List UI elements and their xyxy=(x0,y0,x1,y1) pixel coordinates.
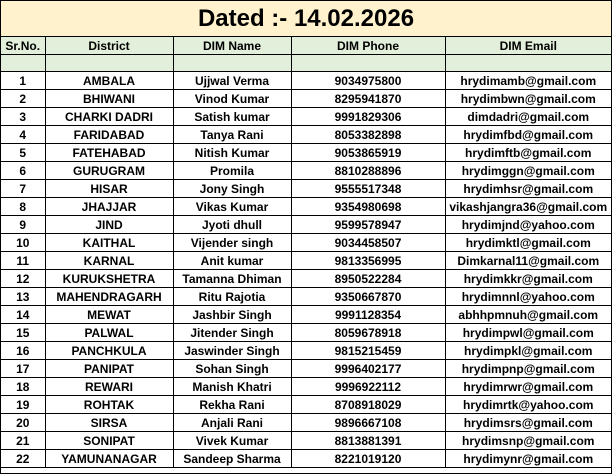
sr-no-cell: 11 xyxy=(1,252,45,270)
sr-no-cell: 15 xyxy=(1,324,45,342)
table-row xyxy=(1,432,611,450)
dim-name-cell: Tanya Rani xyxy=(173,126,291,144)
sr-no-cell: 7 xyxy=(1,180,45,198)
district-cell: KARNAL xyxy=(45,252,173,270)
header-dim-name: DIM Name xyxy=(173,37,291,55)
dim-name-cell: Sandeep Sharma xyxy=(173,450,291,468)
dim-name-cell: Jaswinder Singh xyxy=(173,342,291,360)
table-row xyxy=(1,414,611,432)
header-spacer-row xyxy=(1,55,611,72)
dim-email-cell[interactable]: hrydimsrs@gmail.com xyxy=(445,414,611,432)
table-row xyxy=(1,324,611,342)
dim-phone-cell: 8708918029 xyxy=(291,396,445,414)
district-cell: REWARI xyxy=(45,378,173,396)
dim-name-cell: Sohan Singh xyxy=(173,360,291,378)
dim-phone-cell: 9350667870 xyxy=(291,288,445,306)
table-row xyxy=(1,198,611,216)
dim-phone-cell: 8059678918 xyxy=(291,324,445,342)
dim-name-cell: Satish kumar xyxy=(173,108,291,126)
sr-no-cell: 8 xyxy=(1,198,45,216)
dim-email-cell[interactable]: hrydimjnd@yahoo.com xyxy=(445,216,611,234)
dim-email-cell[interactable]: hrydimrwr@gmail.com xyxy=(445,378,611,396)
dim-phone-cell: 9599578947 xyxy=(291,216,445,234)
table-row xyxy=(1,252,611,270)
dim-name-cell: Ritu Rajotia xyxy=(173,288,291,306)
table-row xyxy=(1,270,611,288)
dim-name-cell: Tamanna Dhiman xyxy=(173,270,291,288)
dim-phone-cell: 8221019120 xyxy=(291,450,445,468)
table-row xyxy=(1,108,611,126)
dim-email-cell[interactable]: hrydimrtk@yahoo.com xyxy=(445,396,611,414)
dim-name-cell: Manish Khatri xyxy=(173,378,291,396)
dim-email-cell[interactable]: hrydimftb@gmail.com xyxy=(445,144,611,162)
sr-no-cell: 5 xyxy=(1,144,45,162)
dim-phone-cell: 9896667108 xyxy=(291,414,445,432)
dim-email-cell[interactable]: hrydimnnl@yahoo.com xyxy=(445,288,611,306)
dim-phone-cell: 9996402177 xyxy=(291,360,445,378)
district-cell: KAITHAL xyxy=(45,234,173,252)
district-cell: JHAJJAR xyxy=(45,198,173,216)
dim-name-cell: Jashbir Singh xyxy=(173,306,291,324)
dim-email-cell[interactable]: hrydimynr@gmail.com xyxy=(445,450,611,468)
dim-name-cell: Vinod Kumar xyxy=(173,90,291,108)
dim-phone-cell: 8810288896 xyxy=(291,162,445,180)
dim-email-cell[interactable]: abhhpmnuh@gmail.com xyxy=(445,306,611,324)
dim-phone-cell: 9053865919 xyxy=(291,144,445,162)
sr-no-cell: 3 xyxy=(1,108,45,126)
dim-name-cell: Promila xyxy=(173,162,291,180)
district-cell: PALWAL xyxy=(45,324,173,342)
dim-name-cell: Nitish Kumar xyxy=(173,144,291,162)
dim-email-cell[interactable]: hrydimbwn@gmail.com xyxy=(445,90,611,108)
dim-phone-cell: 9996922112 xyxy=(291,378,445,396)
table-row xyxy=(1,288,611,306)
table-row xyxy=(1,144,611,162)
sr-no-cell: 18 xyxy=(1,378,45,396)
sr-no-cell: 20 xyxy=(1,414,45,432)
dim-email-cell[interactable]: hrydimsnp@gmail.com xyxy=(445,432,611,450)
dim-name-cell: Anit kumar xyxy=(173,252,291,270)
dim-email-cell[interactable]: hrydimamb@gmail.com xyxy=(445,72,611,90)
table-row xyxy=(1,72,611,90)
dim-name-cell: Anjali Rani xyxy=(173,414,291,432)
header-sr-no: Sr.No. xyxy=(1,37,45,55)
dim-email-cell[interactable]: hrydimpnp@gmail.com xyxy=(445,360,611,378)
spacer-cell xyxy=(173,55,291,72)
sr-no-cell: 1 xyxy=(1,72,45,90)
dim-email-cell[interactable]: hrydimfbd@gmail.com xyxy=(445,126,611,144)
table-row xyxy=(1,360,611,378)
table-row xyxy=(1,234,611,252)
table-row xyxy=(1,450,611,468)
header-row xyxy=(1,37,611,55)
district-cell: JIND xyxy=(45,216,173,234)
district-cell: FARIDABAD xyxy=(45,126,173,144)
spacer-cell xyxy=(291,55,445,72)
dim-email-cell[interactable]: Dimkarnal11@gmail.com xyxy=(445,252,611,270)
district-cell: PANCHKULA xyxy=(45,342,173,360)
sr-no-cell: 9 xyxy=(1,216,45,234)
dim-name-cell: Jony Singh xyxy=(173,180,291,198)
dim-name-cell: Ujjwal Verma xyxy=(173,72,291,90)
dim-name-cell: Vijender singh xyxy=(173,234,291,252)
dim-phone-cell: 9354980698 xyxy=(291,198,445,216)
sr-no-cell: 16 xyxy=(1,342,45,360)
district-cell: HISAR xyxy=(45,180,173,198)
dim-contact-table xyxy=(1,37,611,468)
dim-name-cell: Rekha Rani xyxy=(173,396,291,414)
sr-no-cell: 14 xyxy=(1,306,45,324)
table-body xyxy=(1,72,611,468)
sr-no-cell: 4 xyxy=(1,126,45,144)
dim-phone-cell: 8950522284 xyxy=(291,270,445,288)
dim-email-cell[interactable]: hrydimhsr@gmail.com xyxy=(445,180,611,198)
sr-no-cell: 22 xyxy=(1,450,45,468)
district-cell: SONIPAT xyxy=(45,432,173,450)
dim-name-cell: Jyoti dhull xyxy=(173,216,291,234)
dim-phone-cell: 8295941870 xyxy=(291,90,445,108)
dim-email-cell[interactable]: hrydimpwl@gmail.com xyxy=(445,324,611,342)
dim-phone-cell: 9815215459 xyxy=(291,342,445,360)
header-dim-email: DIM Email xyxy=(445,37,611,55)
table-row xyxy=(1,216,611,234)
sr-no-cell: 6 xyxy=(1,162,45,180)
dim-phone-cell: 9555517348 xyxy=(291,180,445,198)
district-cell: FATEHABAD xyxy=(45,144,173,162)
district-cell: BHIWANI xyxy=(45,90,173,108)
spacer-cell xyxy=(1,55,45,72)
sr-no-cell: 12 xyxy=(1,270,45,288)
table-row xyxy=(1,162,611,180)
spacer-cell xyxy=(445,55,611,72)
dim-email-cell[interactable]: vikashjangra36@gmail.com xyxy=(445,198,611,216)
dim-phone-cell: 9991829306 xyxy=(291,108,445,126)
district-cell: YAMUNANAGAR xyxy=(45,450,173,468)
dim-phone-cell: 9991128354 xyxy=(291,306,445,324)
header-dim-phone: DIM Phone xyxy=(291,37,445,55)
dim-email-cell[interactable]: hrydimpkl@gmail.com xyxy=(445,342,611,360)
dim-phone-cell: 9813356995 xyxy=(291,252,445,270)
district-cell: GURUGRAM xyxy=(45,162,173,180)
dim-phone-cell: 9034458507 xyxy=(291,234,445,252)
table-row xyxy=(1,396,611,414)
header-district: District xyxy=(45,37,173,55)
dim-phone-cell: 9034975800 xyxy=(291,72,445,90)
district-cell: MAHENDRAGARH xyxy=(45,288,173,306)
dim-name-cell: Jitender Singh xyxy=(173,324,291,342)
dim-email-cell[interactable]: hrydimktl@gmail.com xyxy=(445,234,611,252)
table-row xyxy=(1,378,611,396)
table-row xyxy=(1,306,611,324)
dim-email-cell[interactable]: dimdadri@gmail.com xyxy=(445,108,611,126)
district-cell: AMBALA xyxy=(45,72,173,90)
district-cell: KURUKSHETRA xyxy=(45,270,173,288)
sheet-title: Dated :- 14.02.2026 xyxy=(1,1,611,37)
sr-no-cell: 13 xyxy=(1,288,45,306)
sr-no-cell: 17 xyxy=(1,360,45,378)
spacer-cell xyxy=(45,55,173,72)
sr-no-cell: 10 xyxy=(1,234,45,252)
sr-no-cell: 21 xyxy=(1,432,45,450)
district-cell: MEWAT xyxy=(45,306,173,324)
district-cell: ROHTAK xyxy=(45,396,173,414)
district-cell: SIRSA xyxy=(45,414,173,432)
dim-email-cell[interactable]: hrydimkkr@gmail.com xyxy=(445,270,611,288)
sr-no-cell: 19 xyxy=(1,396,45,414)
sr-no-cell: 2 xyxy=(1,90,45,108)
dim-email-cell[interactable]: hrydimggn@gmail.com xyxy=(445,162,611,180)
dim-phone-cell: 8053382898 xyxy=(291,126,445,144)
district-cell: CHARKI DADRI xyxy=(45,108,173,126)
dim-name-cell: Vikas Kumar xyxy=(173,198,291,216)
dim-phone-cell: 8813881391 xyxy=(291,432,445,450)
district-cell: PANIPAT xyxy=(45,360,173,378)
table-row xyxy=(1,180,611,198)
dim-name-cell: Vivek Kumar xyxy=(173,432,291,450)
table-row xyxy=(1,90,611,108)
table-row xyxy=(1,126,611,144)
table-row xyxy=(1,342,611,360)
